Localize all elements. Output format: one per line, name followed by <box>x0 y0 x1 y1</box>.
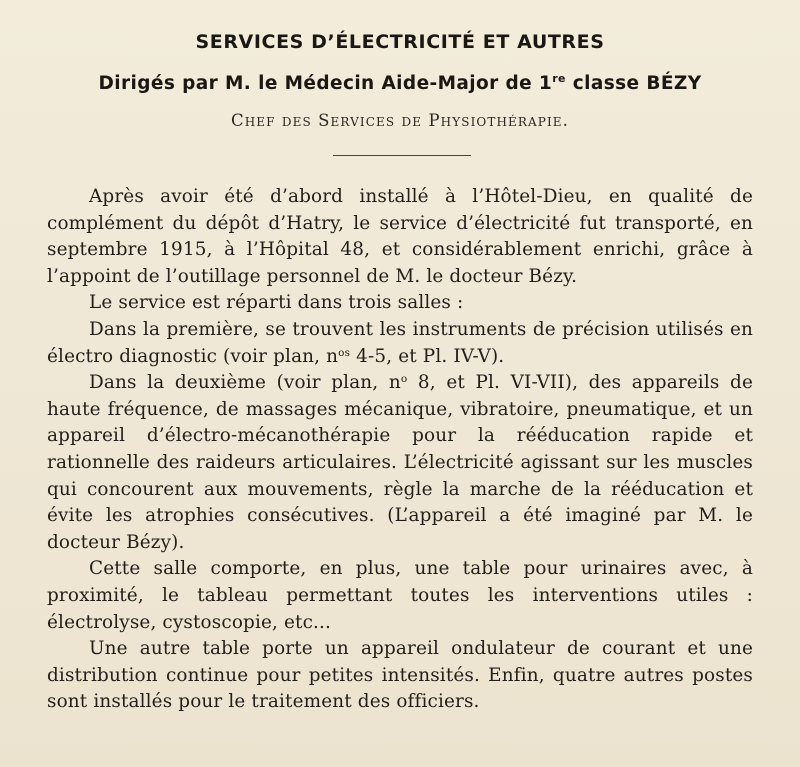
paragraph-5: Cette salle comporte, en plus, une table pour urinaires avec, à proximité, le tableau permettant toutes les interventions utiles : électrolyse, cystoscopie, etc... <box>47 558 753 633</box>
subtitle-ordinal: re <box>552 72 566 85</box>
subtitle-suffix: classe BÉZY <box>565 73 702 94</box>
paragraph-1: Après avoir été d’abord installé à l’Hôtel-Dieu, en qualité de complément du dépôt d’Hatry, le service d’électricité fut transporté, en septembre 1915, à l’Hôpital 48, et considérablement enrichi, grâce à l’appoint de l’outillage personnel de M. le docteur Bézy. <box>47 186 753 287</box>
page-subtitle <box>0 73 800 94</box>
subtitle-prefix: Dirigés par M. le Médecin Aide-Major de 1 <box>98 73 553 94</box>
body-text <box>47 184 753 716</box>
role-line: Chef des Services de Physiothérapie. <box>230 111 569 130</box>
paragraph-3-text: Dans la première, se trouvent les instruments de précision utilisés en électro diagnostic (voir plan, n <box>47 318 753 367</box>
paragraph-3-text-end: 4-5, et Pl. IV-V). <box>350 345 505 367</box>
paragraph-4 <box>47 370 753 556</box>
paragraph-3-sup: os <box>338 346 351 359</box>
divider <box>333 155 471 156</box>
paragraph-4-text: Dans la deuxième (voir plan, n <box>89 372 401 394</box>
paragraph-2: Le service est réparti dans trois salles : <box>89 292 464 314</box>
paragraph-4-text-end: 8, et Pl. VI-VII), des appareils de haute fréquence, de massages mécanique, vibratoire, pneumatique, et un appareil d’électro-mécanothérapie pour la rééducation rapide et rationnelle des raideurs articulaires. L’électricité agissant sur les muscles qui concourent aux mouvements, règle la marche de la rééducation et évite les atrophies consécutives. (L’appareil a été imaginé par M. le docteur Bézy). <box>47 372 753 553</box>
paragraph-6: Une autre table porte un appareil ondulateur de courant et une distribution continue pour petites intensités. Enfin, quatre autres postes sont installés pour le traitement des officiers. <box>47 638 753 713</box>
page-title: SERVICES D’ÉLECTRICITÉ ET AUTRES <box>195 31 605 53</box>
paragraph-3 <box>47 317 753 370</box>
paragraph-4-sup: o <box>400 373 408 386</box>
